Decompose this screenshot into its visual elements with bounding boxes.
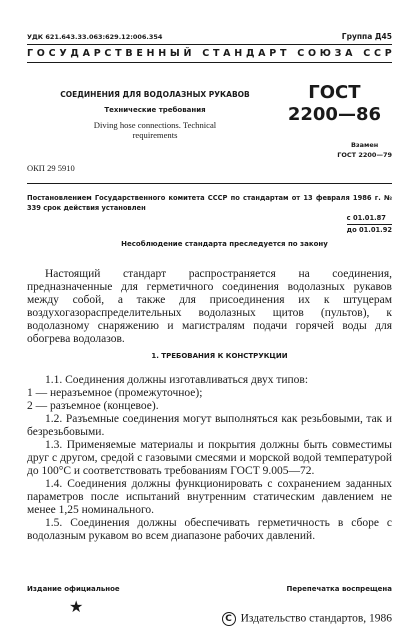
subtitle-russian: Технические требования xyxy=(104,106,206,114)
state-heading-letter: А xyxy=(345,48,353,59)
okp-code: ОКП 29 5910 xyxy=(27,163,75,173)
title-english-line-1: Diving hose connections. Technical xyxy=(93,120,217,130)
state-heading-letter: А xyxy=(82,48,90,59)
valid-from: с 01.01.87 xyxy=(346,214,386,222)
clause-1-5: 1.5. Соединения должны обеспечивать герметичность в сборе с водолазным рукавом во всем диапазоне рабочих давлений. xyxy=(27,517,392,542)
state-heading-letter: Г xyxy=(27,48,34,59)
state-heading-letter: А xyxy=(223,48,231,59)
udk-code: УДК 621.643.33.063:629.12:006.354 xyxy=(27,33,163,41)
copyright-line xyxy=(222,612,392,626)
state-heading-letter: С xyxy=(363,48,371,59)
title-english-line-2: requirements xyxy=(132,130,178,140)
clause-1-4: 1.4. Соединения должны функционировать с сохранением заданных параметров после испытаний внутренним статическим давлением не менее 1,25 номинального. xyxy=(27,478,392,516)
gost-designation xyxy=(288,82,381,126)
section-1-body xyxy=(27,374,392,543)
standard-title-block xyxy=(50,90,260,140)
clause-1-2: 1.2. Разъемные соединения могут выполняться как резьбовыми, так и безрезьбовыми. xyxy=(27,413,392,438)
state-heading-letter: Р xyxy=(384,48,392,59)
state-heading-letter: С xyxy=(373,48,381,59)
state-heading-letter: Н xyxy=(158,48,167,59)
state-heading-letter: В xyxy=(125,48,133,59)
heading-rule xyxy=(27,62,392,63)
state-heading-letter: Й xyxy=(183,48,192,59)
state-heading-letter: Д xyxy=(245,48,255,59)
title-russian: СОЕДИНЕНИЯ ДЛЯ ВОДОЛАЗНЫХ РУКАВОВ xyxy=(60,90,250,99)
replaces-value: ГОСТ 2200—79 xyxy=(337,151,392,159)
state-heading-letter xyxy=(290,48,293,59)
state-heading-letter: Ы xyxy=(169,48,180,59)
top-rule xyxy=(27,44,392,45)
state-heading-letter: Т xyxy=(212,48,220,59)
state-heading-letter: Н xyxy=(234,48,243,59)
replaces-block xyxy=(337,140,392,160)
section-1-heading: 1. ТРЕБОВАНИЯ К КОНСТРУКЦИИ xyxy=(151,352,288,360)
state-heading-letter: З xyxy=(334,48,342,59)
intro-paragraph: Настоящий стандарт распространяется на соединения, предназначенные для герметичного соединения водолазных рукавов между собой, а также для присоединения их к штуцерам воздухогазораспределительных водолазных щитов (пультов), к водолазному снаряжению и магистралям подачи горячей воды для обогрева водолазов. xyxy=(27,268,392,345)
clause-1-3: 1.3. Применяемые материалы и покрытия должны быть совместимы друг с другом, средой с газовыми смесями и морской водой температурой до 100°С и соответствовать требованиям ГОСТ 9.005—72. xyxy=(27,439,392,477)
state-heading-letter: О xyxy=(307,48,317,59)
decree-text: Постановлением Государственного комитета СССР по стандартам от 13 февраля 1986 г. № 339 срок действия установлен xyxy=(27,194,392,212)
state-heading-letter: Е xyxy=(136,48,143,59)
state-heading-letter: Н xyxy=(146,48,155,59)
state-standard-heading xyxy=(27,48,392,59)
validity-dates xyxy=(347,213,392,236)
state-heading-letter: Р xyxy=(93,48,101,59)
state-heading-letter: Д xyxy=(70,48,79,59)
state-heading-letter: Т xyxy=(279,48,287,59)
state-heading-letter xyxy=(356,48,359,59)
state-heading-letter: У xyxy=(59,48,67,59)
law-notice: Несоблюдение стандарта преследуется по закону xyxy=(121,240,328,248)
state-heading-letter: Р xyxy=(269,48,277,59)
title-english xyxy=(50,120,260,140)
state-heading-letter: О xyxy=(36,48,45,59)
group-code: Группа Д45 xyxy=(341,32,392,41)
clause-1-1-type-1: 1 — неразъемное (промежуточное); xyxy=(27,387,203,399)
gost-label: ГОСТ xyxy=(308,82,361,103)
state-heading-letter: С xyxy=(297,48,305,59)
state-heading-letter: Ю xyxy=(319,48,331,59)
clause-1-1: 1.1. Соединения должны изготавливаться двух типов: xyxy=(45,374,309,386)
clause-1-1-type-2: 2 — разъемное (концевое). xyxy=(27,400,159,412)
replaces-label: Взамен xyxy=(350,141,379,149)
state-heading-letter: С xyxy=(48,48,56,59)
valid-to: до 01.01.92 xyxy=(346,226,392,234)
okp-rule xyxy=(27,183,392,184)
official-edition-label: Издание официальное xyxy=(27,585,120,593)
star-icon: ★ xyxy=(69,599,84,616)
state-heading-letter: А xyxy=(258,48,266,59)
state-heading-letter: Т xyxy=(115,48,122,59)
state-heading-letter xyxy=(195,48,198,59)
reprint-prohibited-label: Перепечатка воспрещена xyxy=(286,585,392,593)
gost-number: 2200—86 xyxy=(287,104,381,125)
copyright-text: Издательство стандартов, 1986 xyxy=(240,612,392,625)
copyright-icon: С xyxy=(222,612,236,626)
state-heading-letter: С xyxy=(104,48,112,59)
state-heading-letter: С xyxy=(202,48,210,59)
